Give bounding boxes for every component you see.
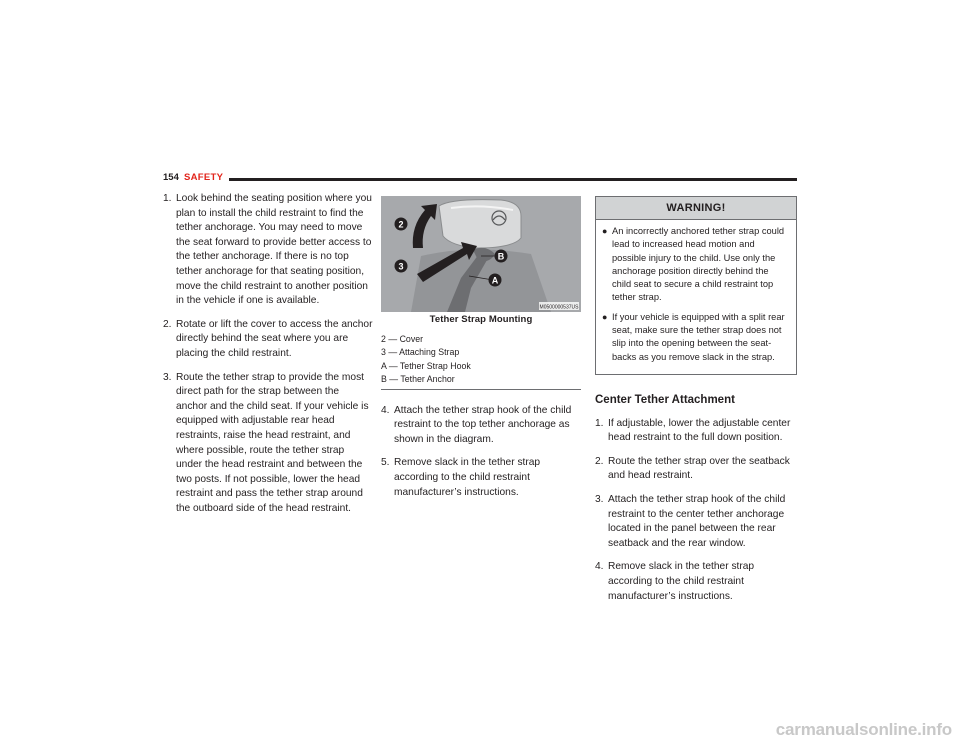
warning-box [595, 196, 797, 375]
bullet-icon: ● [602, 311, 608, 322]
step-5 [381, 456, 581, 500]
legend-item: B — Tether Anchor [381, 374, 455, 385]
callout-3 [395, 260, 408, 273]
image-code: M0500000537US [539, 304, 579, 311]
warning-title: WARNING! [596, 197, 796, 220]
legend-item: A — Tether Strap Hook [381, 360, 471, 371]
warning-body [596, 220, 796, 374]
callout-b [495, 250, 508, 263]
center-step-1 [595, 417, 797, 446]
callout-a [489, 274, 502, 287]
callout-label: B [497, 251, 505, 262]
center-step-2 [595, 455, 797, 484]
tether-strap-figure [381, 196, 581, 312]
step-4 [381, 404, 581, 448]
step-text: If adjustable, lower the adjustable center head restraint to the full down position. [608, 417, 791, 444]
callout-label: 2 [398, 219, 404, 230]
figure-caption: Tether Strap Mounting [429, 314, 533, 325]
warning-item [602, 311, 790, 364]
step-number: 2. [595, 455, 604, 467]
legend-item: 3 — Attaching Strap [381, 347, 460, 358]
step-number: 2. [163, 318, 172, 330]
step-text: Route the tether strap to provide the most direct path for the strap between the anchor and the child seat. If your vehicle is equipped with adjustable rear head restraints, raise the head restraint, and where possible, route the tether strap under the head restraint and between the two posts. If not possible, lower the head restraint and pass the tether strap around the outboard side of the head restraint. [176, 371, 369, 514]
right-column [595, 196, 797, 613]
step-text: Remove slack in the tether strap according to the child restraint manufacturer’s instructions. [608, 561, 755, 602]
step-number: 5. [381, 457, 390, 469]
step-text: Attach the tether strap hook of the child restraint to the top tether anchorage as shown in the diagram. [394, 404, 572, 445]
tether-strap-illustration [381, 196, 581, 312]
middle-column [381, 196, 581, 509]
center-step-4 [595, 560, 797, 604]
step-text: Rotate or lift the cover to access the anchor directly behind the seat where you are placing the child restraint. [176, 318, 373, 359]
step-number: 4. [381, 404, 390, 416]
legend-item: 2 — Cover [381, 333, 424, 344]
step-text: Look behind the seating position where you plan to install the child restraint to find the tether anchorage. You may need to move the seat forward to provide better access to the tether anchorage. If there is no top tether anchorage for that seating position, move the child restraint to another position in the vehicle if one is available. [176, 193, 372, 307]
step-number: 3. [163, 371, 172, 383]
step-number: 4. [595, 561, 604, 573]
step-1 [163, 192, 373, 309]
warning-text: An incorrectly anchored tether strap could lead to increased head motion and possible injury to the child. Use only the anchorage position directly behind the child seat to secure a child restraint top tether strap. [612, 226, 785, 303]
callout-label: 3 [398, 261, 404, 272]
step-text: Remove slack in the tether strap according to the child restraint manufacturer’s instructions. [394, 457, 541, 498]
step-number: 1. [163, 193, 172, 204]
bullet-icon: ● [602, 226, 608, 236]
figure-legend [381, 333, 581, 390]
section-heading: Center Tether Attachment [595, 393, 735, 406]
header-rule [229, 178, 797, 181]
site-watermark: carmanualsonline.info [775, 720, 952, 739]
warning-text: If your vehicle is equipped with a split rear seat, make sure the tether strap does not slip into the opening between the seat-backs as you remove slack in the strap. [612, 311, 785, 362]
callout-label: A [491, 275, 499, 286]
step-2 [163, 318, 373, 362]
page-header [163, 172, 797, 186]
step-3 [163, 371, 373, 517]
left-column [163, 192, 373, 525]
callout-2 [395, 218, 408, 231]
step-text: Route the tether strap over the seatback and head restraint. [608, 455, 790, 482]
section-title: SAFETY [184, 172, 224, 183]
step-number: 1. [595, 417, 604, 429]
page-number: 154 [163, 172, 179, 183]
warning-item [602, 225, 790, 305]
step-number: 3. [595, 493, 604, 505]
center-step-3 [595, 493, 797, 551]
step-text: Attach the tether strap hook of the child restraint to the center tether anchorage located in the panel between the rear seatback and the rear window. [608, 493, 786, 549]
